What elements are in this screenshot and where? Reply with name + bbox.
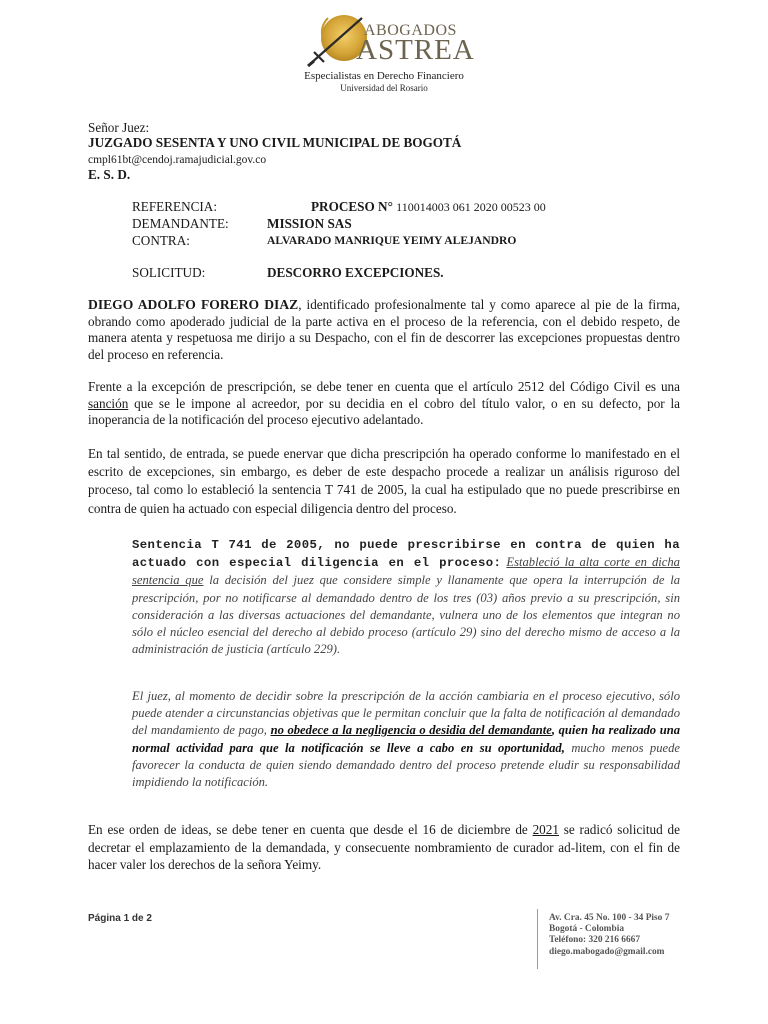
quote-2-c: mucho menos puede favorecer la conducta de quien siendo demandado dentro del proceso pretende eludir su responsabilidad impidiendo la notificación. (132, 740, 680, 790)
against-label: CONTRA: (132, 233, 190, 248)
tagline: Especialistas en Derecho Financiero (304, 70, 464, 82)
logo-line2: ASTREA (356, 34, 475, 66)
process-prefix: PROCESO N° (311, 199, 393, 214)
salutation: Señor Juez: (88, 120, 150, 135)
university: Universidad del Rosario (340, 83, 428, 93)
paragraph-4-b: se radicó solicitud de decretar el emplazamiento de la demandada, y consecuente nombramiento de curador ad-litem, con el fin de hacer valer los derechos de la señora Yeimy. (88, 822, 680, 872)
process-line (311, 199, 546, 215)
esd: E. S. D. (88, 167, 131, 182)
paragraph-2-underlined: sanción (88, 395, 129, 411)
paragraph-4-a: En ese orden de ideas, se debe tener en cuenta que desde el 16 de diciembre de (88, 822, 533, 837)
footer-city: Bogotá - Colombia (549, 924, 624, 935)
logo (300, 12, 475, 72)
paragraph-2 (88, 379, 680, 429)
quote-1-underlined: Estableció la alta corte en dicha sentencia que (132, 555, 680, 588)
paragraph-3: En tal sentido, de entrada, se puede enervar que dicha prescripción ha operado conforme lo manifestado en el escrito de excepciones, sin embargo, es deber de este despacho procede a realizar un análisis riguroso del proceso, tal como lo estableció la sentencia T 741 de 2005, la cual ha estipulado que no puede prescribirse en contra de quien ha actuado con especial diligencia dentro del proceso. (88, 446, 680, 516)
quote-1-heading: Sentencia T 741 de 2005, no puede prescribirse en contra de quien ha actuado con especial diligencia en el proceso: (132, 538, 680, 571)
quote-1-text: la decisión del juez que considere simple y llanamente que opera la interrupción de la prescripción, por no notificarse al demandado dentro de los tres (03) años previo a su prescripción, sin consideración a las diversas actuaciones del demandante, vulnera uno de los elementos que integran no sólo el núcleo esencial del derecho al debido proceso (artículo 29) sino del derecho mismo de acceso a la administración de justicia (artículo 229). (132, 573, 681, 657)
paragraph-2-a: Frente a la excepción de prescripción, se debe tener en cuenta que el artículo 2512 del Código Civil es una (88, 379, 680, 394)
paragraph-4 (88, 821, 680, 874)
footer-phone: Teléfono: 320 216 6667 (549, 935, 641, 946)
page-number: Página 1 de 2 (88, 913, 152, 924)
paragraph-1 (88, 297, 680, 363)
paragraph-2-b: que se le impone al acreedor, por su decidia en el cobro del título valor, o en su defecto, por la inoperancia de la notificación del proceso ejecutivo adelantado. (88, 395, 680, 427)
attorney-name: DIEGO ADOLFO FORERO DIAZ (88, 297, 299, 312)
footer-contact (537, 909, 697, 969)
footer-email: diego.mabogado@gmail.com (549, 946, 665, 957)
ref-label: REFERENCIA: (132, 199, 217, 214)
quote-2-bold-underlined: no obedece a la negligencia o desidia del demandante (270, 723, 552, 738)
court-name: JUZGADO SESENTA Y UNO CIVIL MUNICIPAL DE BOGOTÁ (88, 135, 462, 150)
quote-1 (132, 536, 680, 658)
paragraph-1-text: , identificado profesionalmente tal y como aparece al pie de la firma, obrando como apoderado judicial de la parte activa en el proceso de la referencia, con el debido respeto, de manera atenta y respetuosa me dirijo a su Despacho, con el fin de descorrer las excepciones propuestas dentro del proceso en referencia. (88, 297, 680, 362)
quote-2-bold: , quien ha realizado una normal actividad para que la notificación se lleve a cabo en su oportunidad, (132, 723, 681, 755)
process-number: 110014003 061 2020 00523 00 (396, 200, 546, 214)
quote-2-a: El juez, al momento de decidir sobre la prescripción de la acción cambiaria en el proceso ejecutivo, sólo puede atender a circunstancias objetivas que le permitan concluir que la falta de notificación al demandado del mandamiento de pago, (132, 689, 680, 738)
plaintiff-value: MISSION SAS (267, 216, 352, 231)
paragraph-4-underlined: 2021 (532, 822, 559, 837)
request-value: DESCORRO EXCEPCIONES. (267, 265, 444, 280)
against-value: ALVARADO MANRIQUE YEIMY ALEJANDRO (267, 234, 517, 247)
request-label: SOLICITUD: (132, 265, 206, 280)
quote-2 (132, 688, 680, 791)
footer-address: Av. Cra. 45 No. 100 - 34 Piso 7 (549, 913, 670, 923)
logo-line1: ABOGADOS (364, 22, 457, 39)
court-email: cmpl61bt@cendoj.ramajudicial.gov.co (88, 154, 267, 166)
plaintiff-label: DEMANDANTE: (132, 216, 229, 231)
